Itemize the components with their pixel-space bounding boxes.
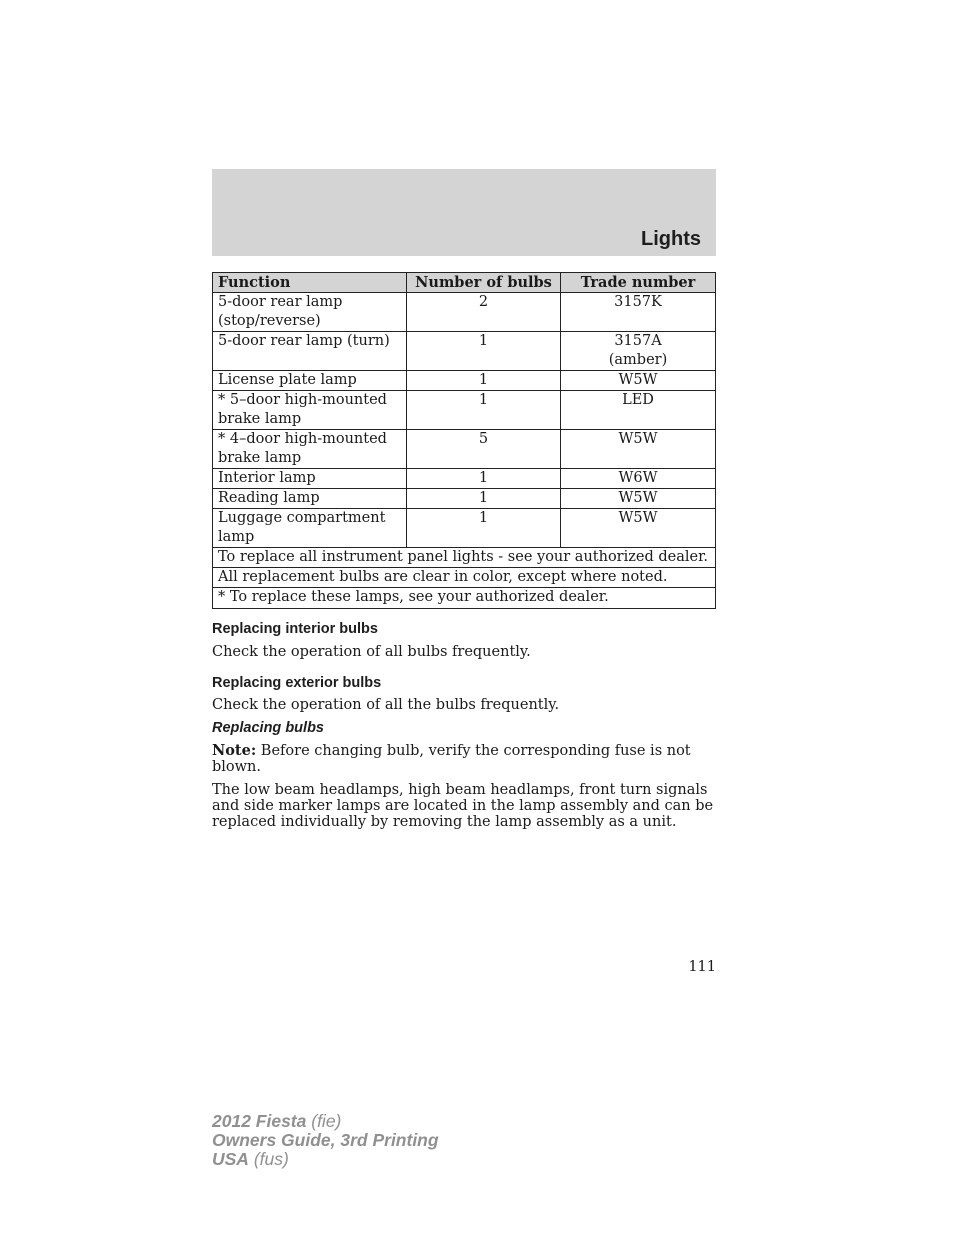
text-exterior-bulbs: Check the operation of all the bulbs frequently.: [212, 697, 560, 713]
table-row: [213, 371, 716, 391]
cell-function: * 4–door high-mounted brake lamp: [213, 430, 407, 469]
table-row: [213, 332, 716, 371]
footer-line-guide: [212, 1131, 439, 1150]
cell-bulb-count: 1: [407, 509, 561, 548]
table-row: [213, 430, 716, 469]
cell-bulb-count: 1: [407, 332, 561, 371]
table-row: [213, 469, 716, 489]
column-header-number-of-bulbs: Number of bulbs: [407, 273, 561, 293]
table-row: [213, 509, 716, 548]
heading-replacing-exterior-bulbs: Replacing exterior bulbs: [212, 675, 382, 691]
cell-function: 5-door rear lamp (turn): [213, 332, 407, 371]
footer-line-market: [212, 1150, 439, 1169]
cell-function: 5-door rear lamp (stop/reverse): [213, 293, 407, 332]
table-row: [213, 293, 716, 332]
column-header-function: Function: [213, 273, 407, 293]
cell-bulb-count: 5: [407, 430, 561, 469]
footer-market-code: (fus): [248, 1149, 289, 1169]
table-row: [213, 391, 716, 430]
table-note: To replace all instrument panel lights - see your authorized dealer.: [213, 548, 716, 568]
cell-function: Luggage compartment lamp: [213, 509, 407, 548]
table-note-row: [213, 548, 716, 568]
cell-function: * 5–door high-mounted brake lamp: [213, 391, 407, 430]
table-header-row: [213, 273, 716, 293]
table-note-row: [213, 588, 716, 609]
column-header-trade-number: Trade number: [561, 273, 716, 293]
page-body: [212, 620, 716, 830]
note-paragraph: [212, 743, 716, 775]
cell-bulb-count: 1: [407, 489, 561, 509]
cell-trade-number: W5W: [561, 489, 716, 509]
cell-bulb-count: 1: [407, 469, 561, 489]
table-note: * To replace these lamps, see your authorized dealer.: [213, 588, 716, 609]
section-title: Lights: [641, 228, 701, 250]
bulb-replacement-table: [212, 272, 716, 609]
table-row: [213, 489, 716, 509]
footer-model-code: (fie): [306, 1111, 342, 1131]
lamp-assembly-paragraph: The low beam headlamps, high beam headlamps, front turn signals and side marker lamps are located in the lamp assembly and can be replaced individually by removing the lamp assembly as a unit.: [212, 782, 714, 830]
footer-line-model: [212, 1112, 439, 1131]
cell-bulb-count: 1: [407, 371, 561, 391]
cell-trade-number: W5W: [561, 509, 716, 548]
cell-bulb-count: 2: [407, 293, 561, 332]
footer-model: 2012 Fiesta: [212, 1111, 307, 1131]
cell-function: License plate lamp: [213, 371, 407, 391]
note-text: Before changing bulb, verify the corresponding fuse is not blown.: [212, 743, 691, 775]
cell-trade-number: W5W: [561, 371, 716, 391]
cell-bulb-count: 1: [407, 391, 561, 430]
note-label: Note:: [212, 742, 257, 759]
footer-guide: Owners Guide, 3rd Printing: [212, 1130, 439, 1150]
section-header-band: [212, 169, 716, 256]
cell-function: Interior lamp: [213, 469, 407, 489]
cell-trade-number: [561, 332, 716, 371]
table-note: All replacement bulbs are clear in color, except where noted.: [213, 568, 716, 588]
footer-market: USA: [212, 1149, 249, 1169]
text-interior-bulbs: Check the operation of all bulbs frequently.: [212, 644, 531, 660]
cell-function: Reading lamp: [213, 489, 407, 509]
cell-trade-number: 3157K: [561, 293, 716, 332]
heading-replacing-bulbs: Replacing bulbs: [212, 720, 324, 736]
cell-trade-number: W5W: [561, 430, 716, 469]
cell-trade-number-text: 3157A (amber): [608, 333, 668, 368]
page-number: 111: [688, 959, 716, 975]
heading-replacing-interior-bulbs: Replacing interior bulbs: [212, 621, 378, 637]
document-footer: [212, 1112, 439, 1169]
cell-trade-number: W6W: [561, 469, 716, 489]
cell-trade-number: LED: [561, 391, 716, 430]
table-note-row: [213, 568, 716, 588]
